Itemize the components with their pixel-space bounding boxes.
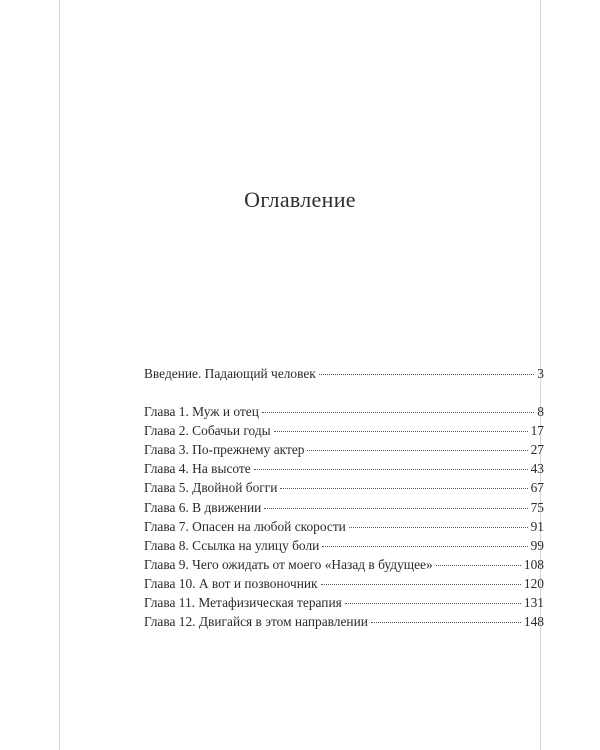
toc-entry-label: Глава 6. В движении — [144, 499, 262, 515]
dot-leader — [274, 431, 528, 432]
dot-leader — [262, 412, 534, 413]
toc-entry-page: 3 — [537, 366, 544, 381]
toc-entry-label: Глава 9. Чего ожидать от моего «Назад в будущее» — [144, 556, 433, 572]
toc-entry-page: 8 — [537, 404, 544, 420]
toc-entry-page: 91 — [530, 518, 544, 534]
toc-entry-label: Глава 8. Ссылка на улицу боли — [144, 537, 320, 553]
toc-entry-label: Глава 12. Двигайся в этом направлении — [144, 614, 368, 630]
toc-entry-chapter-6 — [144, 498, 544, 517]
toc-entry-chapter-8 — [144, 536, 544, 555]
dot-leader — [371, 622, 521, 623]
dot-leader — [280, 488, 527, 489]
toc-entry-chapter-4 — [144, 459, 544, 478]
toc-entry-chapter-9 — [144, 555, 544, 574]
toc-entry-chapter-10 — [144, 574, 544, 593]
toc-entry-label: Глава 2. Собачьи годы — [144, 423, 271, 439]
toc-entry-intro — [144, 364, 544, 383]
toc-entry-page: 148 — [523, 614, 544, 630]
toc-entry-page: 43 — [530, 461, 544, 477]
toc-entry-page: 120 — [523, 575, 544, 591]
toc-entry-chapter-12 — [144, 612, 544, 631]
toc-entry-page: 75 — [530, 499, 544, 515]
toc-entry-chapter-11 — [144, 593, 544, 612]
page-title: Оглавление — [244, 187, 356, 212]
toc-entry-chapter-5 — [144, 478, 544, 497]
toc-entry-page: 17 — [530, 423, 544, 439]
table-of-contents — [144, 364, 544, 631]
toc-entry-chapter-2 — [144, 421, 544, 440]
toc-entry-label: Глава 7. Опасен на любой скорости — [144, 518, 346, 534]
toc-entry-label: Глава 10. А вот и позвоночник — [144, 575, 318, 591]
toc-entry-page: 131 — [523, 595, 544, 611]
toc-entry-label: Глава 3. По-прежнему актер — [144, 442, 305, 458]
dot-leader — [319, 374, 535, 375]
toc-entry-page: 27 — [530, 442, 544, 458]
dot-leader — [349, 527, 528, 528]
dot-leader — [321, 584, 521, 585]
dot-leader — [264, 508, 527, 509]
toc-entry-chapter-7 — [144, 517, 544, 536]
dot-leader — [307, 450, 527, 451]
toc-entry-page: 108 — [523, 556, 544, 572]
toc-entry-label: Глава 1. Муж и отец — [144, 404, 259, 420]
toc-entry-chapter-1 — [144, 402, 544, 421]
toc-entry-label: Глава 4. На высоте — [144, 461, 251, 477]
toc-entry-label: Введение. Падающий человек — [144, 366, 316, 381]
toc-entry-page: 99 — [530, 537, 544, 553]
toc-entry-label: Глава 5. Двойной богги — [144, 480, 278, 496]
dot-leader — [345, 603, 521, 604]
dot-leader — [436, 565, 521, 566]
dot-leader — [322, 546, 527, 547]
book-page — [59, 0, 544, 750]
dot-leader — [254, 469, 528, 470]
toc-entry-label: Глава 11. Метафизическая терапия — [144, 595, 342, 611]
toc-entry-chapter-3 — [144, 440, 544, 459]
toc-entry-page: 67 — [530, 480, 544, 496]
